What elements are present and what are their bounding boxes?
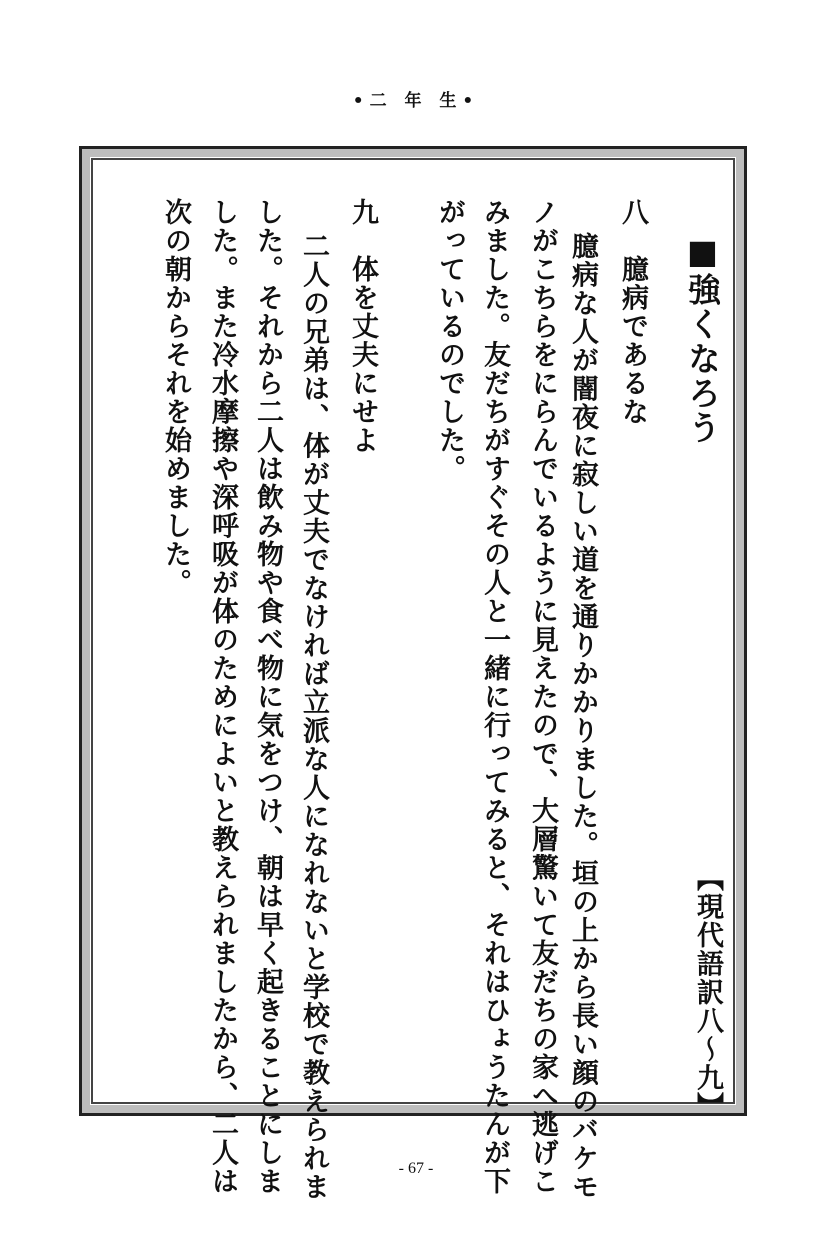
- part9-heading: 九 体を丈夫にせよ: [347, 198, 378, 455]
- part9-line-3: した。また冷水摩擦や深呼吸が体のためによいと教えられましたから、二人は: [207, 198, 238, 1196]
- part8-line-2: ノがこちらをにらんでいるように見えたので、大層驚いて友だちの家へ逃げこ: [527, 198, 558, 1196]
- part9-line-2: した。それから二人は飲み物や食べ物に気をつけ、朝は早く起きることにしま: [252, 198, 283, 1196]
- part8-heading: 八 臆病であるな: [617, 198, 648, 426]
- section-title: ■強くなろう: [683, 232, 722, 445]
- part8-line-4: がっているのでした。: [434, 198, 465, 483]
- part9-line-4: 次の朝からそれを始めました。: [160, 198, 191, 597]
- page-header: •二 年 生•: [352, 91, 480, 111]
- part8-line-3: みました。友だちがすぐその人と一緒に行ってみると、それはひょうたんが下: [479, 198, 510, 1196]
- part8-line-1: 臆病な人が闇夜に寂しい道を通りかかりました。垣の上から長い顔のバケモ: [567, 232, 598, 1201]
- section-tag: 【現代語訳八～九】: [692, 864, 723, 1121]
- page-number: - 67 -: [398, 1160, 434, 1177]
- part9-line-1: 二人の兄弟は、体が丈夫でなければ立派な人になれないと学校で教えられま: [298, 232, 329, 1201]
